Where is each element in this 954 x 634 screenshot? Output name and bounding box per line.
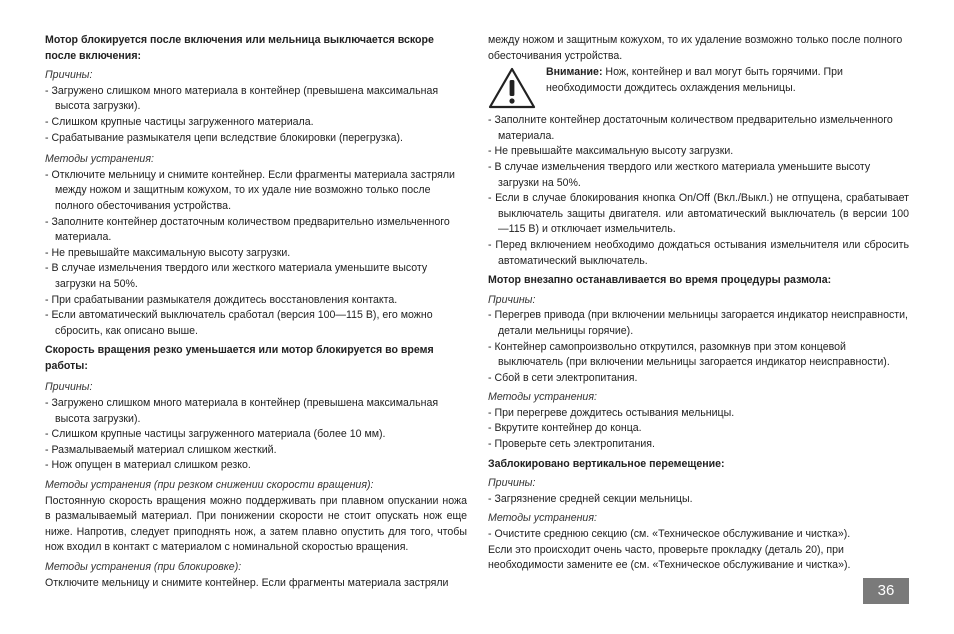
list-item: - Не превышайте максимальную высоту загрузки. bbox=[488, 145, 734, 158]
list-item: - Контейнер самопроизвольно открутился, разомкнув при этом концевой выключатель (при включении мельницы загорается индикатор неисправности). bbox=[488, 340, 890, 369]
section-title-motor-stops: Мотор внезапно останавливается во время процедуры размола: bbox=[488, 274, 832, 287]
causes-label: Причины: bbox=[45, 69, 93, 82]
list-item: - Заполните контейнер достаточным количеством предварительно измельченного материала. bbox=[488, 114, 893, 142]
list-item: - Слишком крупные частицы загруженного материала. bbox=[45, 115, 314, 128]
list-item: - Если в случае блокирования кнопка On/Off (Вкл./Выкл.) не отпущена, срабатывает выключатель защиты двигателя. или автоматический выключатель (в версии 100—115 В) и отключает измельчитель. bbox=[488, 192, 909, 236]
list-item: - Загружено слишком много материала в контейнер (превышена максимальная высота загрузки). bbox=[45, 84, 439, 113]
warning-label: Внимание: bbox=[546, 66, 603, 79]
continued-paragraph: между ножом и защитным кожухом, то их удаление возможно только после полного обесточивания устройства. bbox=[488, 34, 903, 62]
methods-label-blocking: Методы устранения (при блокировке): bbox=[45, 561, 242, 573]
causes-label: Причины: bbox=[488, 293, 536, 306]
methods-paragraph-blocking: Отключите мельницу и снимите контейнер. Если фрагменты материала застряли bbox=[45, 576, 449, 589]
methods-line: - Очистите среднюю секцию (см. «Техническое обслуживание и чистка»). bbox=[488, 528, 851, 541]
list-item: - В случае измельчения твердого или жесткого материала уменьшите высоту загрузки на 50%. bbox=[488, 160, 871, 189]
list-item: - Срабатывание размыкателя цепи вследствие блокировки (перегрузка). bbox=[45, 131, 403, 144]
right-column bbox=[488, 33, 909, 574]
methods-label: Методы устранения: bbox=[488, 512, 597, 525]
causes-label: Причины: bbox=[45, 381, 93, 394]
list-item: - Перегрев привода (при включении мельницы загорается индикатор неисправности, детали мельницы горячие). bbox=[488, 309, 908, 337]
page-number: 36 bbox=[863, 578, 909, 604]
list-item: - Перед включением необходимо дождаться остывания измельчителя или сбросить автоматический выключатель. bbox=[488, 238, 909, 267]
list-item: - Слишком крупные частицы загруженного материала (более 10 мм). bbox=[45, 428, 386, 441]
section-title-speed-drops: Скорость вращения резко уменьшается или мотор блокируется во время работы: bbox=[45, 344, 434, 372]
list-item: - Загрязнение средней секции мельницы. bbox=[488, 492, 693, 505]
left-column bbox=[45, 33, 467, 591]
list-item: - Если автоматический выключатель сработал (версия 100—115 В), его можно сбросить, как описано выше. bbox=[45, 309, 433, 337]
list-item: - Вкрутите контейнер до конца. bbox=[488, 422, 642, 435]
methods-paragraph-speed-drop: Постоянную скорость вращения можно поддерживать при плавном опускании ножа в размалываемый материал. При понижении скорости не стоит опускать нож еще ниже. Напротив, следует приподнять нож, а затем плавно опустить для того, чтобы нож входил в контакт с материалом с номинальной скоростью вращения. bbox=[45, 494, 467, 554]
warning-block bbox=[488, 65, 909, 109]
methods-label: Методы устранения: bbox=[45, 153, 154, 166]
list-item: - При срабатывании размыкателя дождитесь восстановления контакта. bbox=[45, 293, 398, 306]
list-item: - Заполните контейнер достаточным количеством предварительно измельченного материала. bbox=[45, 215, 450, 244]
warning-text bbox=[546, 65, 909, 96]
warning-triangle-icon bbox=[488, 67, 536, 109]
methods-paragraph: Если это происходит очень часто, проверьте прокладку (деталь 20), при необходимости замените ее (см. «Техническое обслуживание и чистка»). bbox=[488, 543, 851, 572]
section-title-motor-blocks-on-start: Мотор блокируется после включения или мельница выключается вскоре после включения: bbox=[45, 34, 434, 62]
list-item: - Нож опущен в материал слишком резко. bbox=[45, 459, 251, 472]
methods-label: Методы устранения: bbox=[488, 391, 597, 404]
list-item: - При перегреве дождитесь остывания мельницы. bbox=[488, 406, 735, 419]
section-title-vertical-blocked: Заблокировано вертикальное перемещение: bbox=[488, 457, 725, 470]
list-item: - Сбой в сети электропитания. bbox=[488, 371, 638, 384]
list-item: - В случае измельчения твердого или жесткого материала уменьшите высоту загрузки на 50%. bbox=[45, 262, 428, 290]
list-item: - Не превышайте максимальную высоту загрузки. bbox=[45, 246, 291, 259]
list-item: - Проверьте сеть электропитания. bbox=[488, 438, 655, 451]
list-item: - Загружено слишком много материала в контейнер (превышена максимальная высота загрузки). bbox=[45, 397, 439, 425]
warning-body: Нож, контейнер и вал могут быть горячими. При необходимости дождитесь охлаждения мельницы. bbox=[546, 66, 843, 94]
list-item: - Размалываемый материал слишком жесткий. bbox=[45, 443, 277, 456]
list-item: - Отключите мельницу и снимите контейнер. Если фрагменты материала застряли между ножом и защитным кожухом, то их удале ние возможно только после полного обесточивания устройства. bbox=[45, 168, 455, 212]
methods-label-speed-drop: Методы устранения (при резком снижении скорости вращения): bbox=[45, 479, 374, 492]
causes-label: Причины: bbox=[488, 477, 536, 490]
